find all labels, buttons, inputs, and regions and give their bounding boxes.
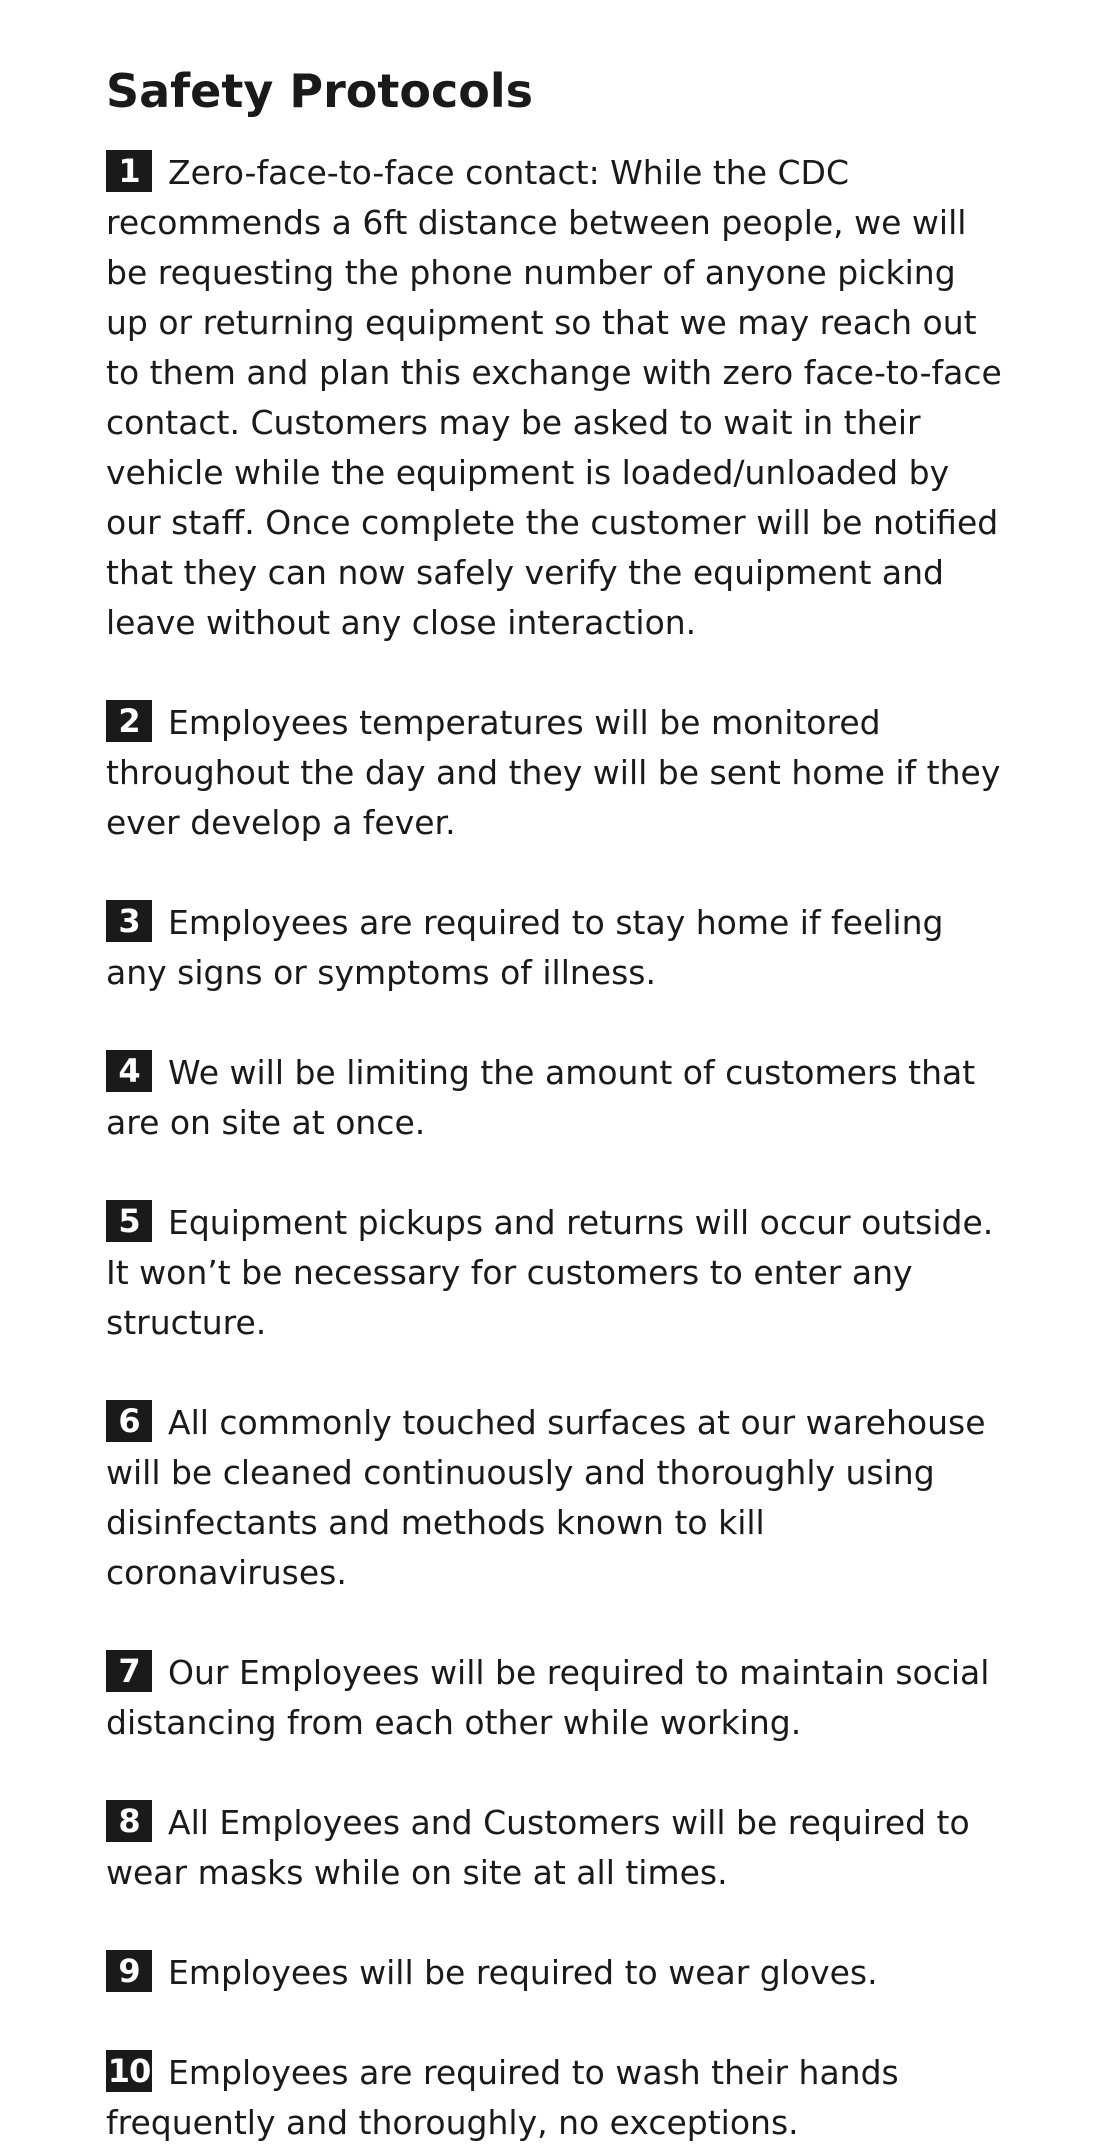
protocol-item-4 (106, 1048, 1006, 1148)
protocol-item-10 (106, 2048, 1006, 2148)
protocol-number-badge: 9 (106, 1950, 152, 1992)
protocol-number-badge: 5 (106, 1200, 152, 1242)
protocol-text: All Employees and Customers will be required to wear masks while on site at all times. (106, 1803, 970, 1892)
page-title: Safety Protocols (106, 64, 533, 118)
protocol-item-8 (106, 1798, 1006, 1898)
protocol-item-1 (106, 148, 1006, 648)
protocol-number-badge: 3 (106, 900, 152, 942)
protocol-text: We will be limiting the amount of customers that are on site at once. (106, 1053, 976, 1142)
protocol-number-badge: 7 (106, 1650, 152, 1692)
protocol-text: Zero-face-to-face contact: While the CDC recommends a 6ft distance between people, we will be requesting the phone number of anyone picking up or returning equipment so that we may reach out to them and plan this exchange with zero face-to-face contact. Customers may be asked to wait in their vehicle while the equipment is loaded/unloaded by our staff. Once complete the customer will be notified that they can now safely verify the equipment and leave without any close interaction. (106, 153, 1002, 642)
protocol-text: Employees temperatures will be monitored throughout the day and they will be sent home if they ever develop a fever. (106, 703, 1001, 842)
protocol-number-badge: 1 (106, 150, 152, 192)
protocol-item-5 (106, 1198, 1006, 1348)
protocol-text: Our Employees will be required to maintain social distancing from each other while working. (106, 1653, 990, 1742)
protocol-text: Employees will be required to wear gloves. (168, 1953, 878, 1992)
protocol-item-9 (106, 1948, 1006, 1998)
protocol-item-3 (106, 898, 1006, 998)
protocol-number-badge: 2 (106, 700, 152, 742)
protocol-list (106, 148, 1006, 2148)
protocol-number-badge: 6 (106, 1400, 152, 1442)
protocol-text: Employees are required to stay home if feeling any signs or symptoms of illness. (106, 903, 944, 992)
protocol-text: All commonly touched surfaces at our warehouse will be cleaned continuously and thoroughly using disinfectants and methods known to kill coronaviruses. (106, 1403, 986, 1592)
protocol-text: Employees are required to wash their hands frequently and thoroughly, no exceptions. (106, 2053, 899, 2142)
protocol-item-2 (106, 698, 1006, 848)
protocol-number-badge: 4 (106, 1050, 152, 1092)
protocol-number-badge: 8 (106, 1800, 152, 1842)
protocol-item-7 (106, 1648, 1006, 1748)
protocol-text: Equipment pickups and returns will occur outside. It won’t be necessary for customers to enter any structure. (106, 1203, 994, 1342)
protocol-number-badge: 10 (107, 2052, 151, 2090)
protocol-item-6 (106, 1398, 1006, 1598)
